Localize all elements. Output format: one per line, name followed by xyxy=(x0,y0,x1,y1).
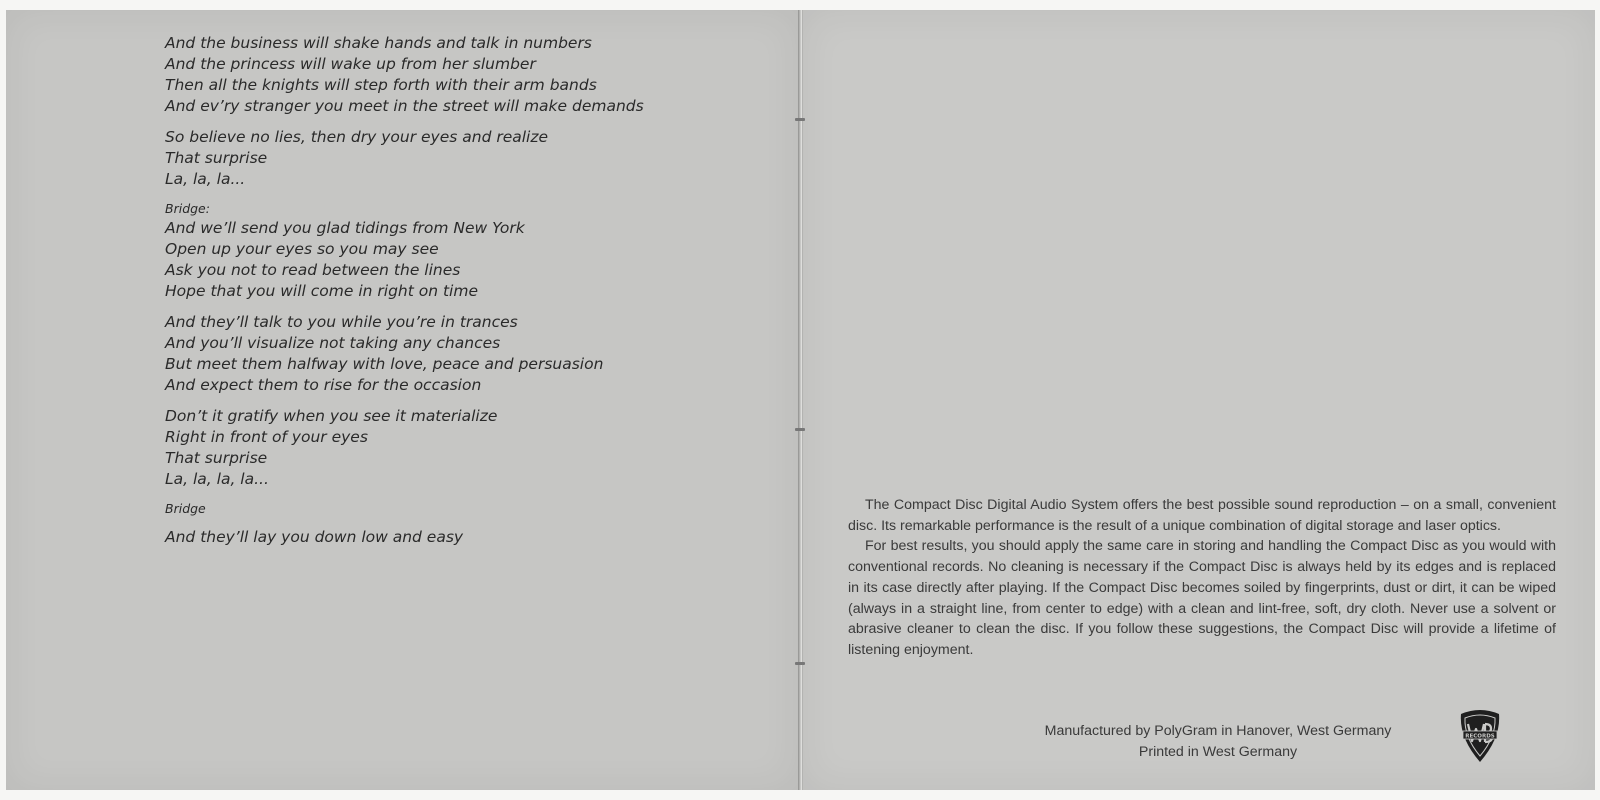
lyrics-block xyxy=(165,33,644,558)
logo-text: RECORDS xyxy=(1465,733,1495,740)
lyric-line: And they’ll talk to you while you’re in trances xyxy=(165,313,518,331)
lyric-line: La, la, la... xyxy=(165,170,246,188)
notice-paragraph: For best results, you should apply the same care in storing and handling the Compact Disc as you would with conventional records. No cleaning is necessary if the Compact Disc is always held by its edges and is replaced in its case directly after playing. If the Compact Disc becomes soiled by fingerprints, dust or dirt, it can be wiped (always in a straight line, from center to edge) with a clean and lint-free, soft, dry cloth. Never use a solvent or abrasive cleaner to clean the disc. If you follow these suggestions, the Compact Disc will provide a lifetime of listening enjoyment. xyxy=(848,538,1556,658)
compact-disc-notice xyxy=(848,495,1556,661)
lyrics-stanza-5 xyxy=(165,406,644,490)
lyric-line: Open up your eyes so you may see xyxy=(165,240,439,258)
lyrics-stanza-1 xyxy=(165,33,644,117)
manufacturing-credits xyxy=(968,721,1468,762)
lyric-line: So believe no lies, then dry your eyes and realize xyxy=(165,128,549,146)
lyric-line: And they’ll lay you down low and easy xyxy=(165,528,464,546)
lyric-line: And the business will shake hands and talk in numbers xyxy=(165,34,592,52)
lyric-line: Right in front of your eyes xyxy=(165,428,368,446)
notice-paragraph: The Compact Disc Digital Audio System offers the best possible sound reproduction – on a small, convenient disc. Its remarkable performance is the result of a unique combination of digital storage and laser optics. xyxy=(848,497,1556,534)
lyric-line: That surprise xyxy=(165,149,268,167)
booklet-gutter xyxy=(798,10,802,790)
warner-bros-shield-icon xyxy=(1457,708,1503,764)
lyric-line: And the princess will wake up from her slumber xyxy=(165,55,536,73)
lyric-line: And we’ll send you glad tidings from New York xyxy=(165,219,525,237)
staple xyxy=(795,662,805,665)
bridge-label: Bridge xyxy=(165,501,206,516)
lyrics-stanza-6 xyxy=(165,500,644,548)
right-page xyxy=(802,10,1595,790)
lyric-line: But meet them halfway with love, peace and persuasion xyxy=(165,355,604,373)
lyrics-stanza-2 xyxy=(165,127,644,190)
printed-line: Printed in West Germany xyxy=(1138,743,1298,760)
lyric-line: Don’t it gratify when you see it materialize xyxy=(165,407,498,425)
lyrics-stanza-3 xyxy=(165,200,644,302)
manufactured-line: Manufactured by PolyGram in Hanover, West Germany xyxy=(1044,723,1392,739)
lyric-line: And ev’ry stranger you meet in the street will make demands xyxy=(165,97,644,115)
lyric-line: And expect them to rise for the occasion xyxy=(165,376,482,394)
staple xyxy=(795,118,805,121)
lyric-line: And you’ll visualize not taking any chances xyxy=(165,334,501,352)
lyric-line: Hope that you will come in right on time xyxy=(165,282,478,300)
lyric-line: That surprise xyxy=(165,449,268,467)
bridge-label: Bridge: xyxy=(165,201,210,216)
lyric-line: Ask you not to read between the lines xyxy=(165,261,461,279)
lyric-line: Then all the knights will step forth with their arm bands xyxy=(165,76,597,94)
lyric-line: La, la, la, la... xyxy=(165,470,269,488)
lyrics-stanza-4 xyxy=(165,312,644,396)
staple xyxy=(795,428,805,431)
